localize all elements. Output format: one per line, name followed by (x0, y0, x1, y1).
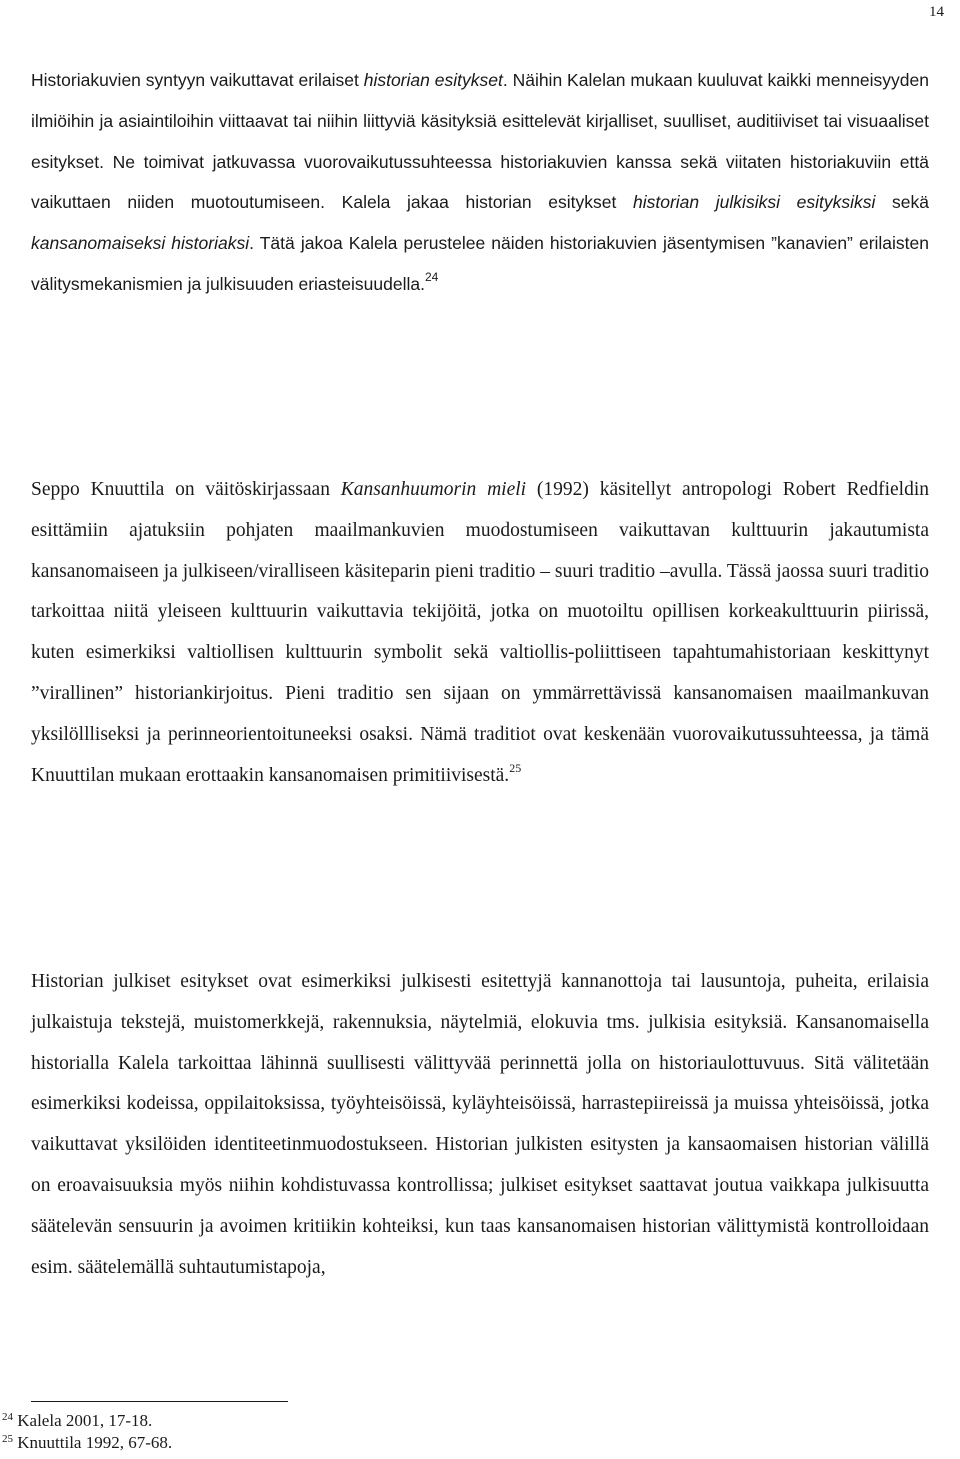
text-run: (1992) käsitellyt antropologi Robert Redfieldin esittämiin ajatuksiin pohjaten maailmankuvien muodostumiseen vaikuttavan kulttuurin jakautumista kansanomaiseen ja julkiseen/viralliseen käsiteparin pieni traditio – suuri traditio –avulla. Tässä jaossa suuri traditio tarkoittaa niitä yleiseen kulttuurin vaikuttavia tekijöitä, jotka on muotoiltu opillisen korkeakulttuurin piirissä, kuten esimerkiksi valtiollisen kulttuurin symbolit sekä valtiollis-poliittiseen tapahtumahistoriaan keskittynyt ”virallinen” historiankirjoitus. Pieni traditio sen sijaan on ymmärrettävissä kansanomaisen maailmankuvan yksilöllliseksi ja perinneorientoituneeksi osaksi. Nämä traditiot ovat keskenään vuorovaikutussuhteessa, ja tämä Knuuttilan mukaan erottaakin kansanomaisen primitiivisestä. (31, 479, 929, 786)
text-run: Seppo Knuuttila on väitöskirjassaan (31, 479, 341, 500)
page-number: 14 (929, 4, 944, 20)
text-run: sekä (875, 192, 930, 213)
footnote-text: Knuuttila 1992, 67-68. (17, 1433, 173, 1452)
paragraph-historian-esitykset (31, 60, 929, 305)
footnote (2, 1433, 172, 1453)
text-run: Historian julkiset esitykset ovat esimerkiksi julkisesti esitettyjä kannanottoja tai lausuntoja, puheita, erilaisia julkaistuja tekstejä, muistomerkkejä, rakennuksia, näytelmiä, elokuvia tms. julkisia esityksiä. Kansanomaisella historialla Kalela tarkoittaa lähinnä suullisesti välittyvää perinnettä jolla on historiaulottuvuus. Sitä välitetään esimerkiksi kodeissa, oppilaitoksissa, työyhteisöissä, kyläyhteisöissä, harrastepiireissä ja muissa yhteisöissä, jotka vaikuttavat yksilöiden identiteetinmuodostukseen. Historian julkisten esitysten ja kansaomaisen historian välillä on eroavaisuuksia myös niihin kohdistuvassa kontrollissa; julkiset esitykset saattavat joutua vaikkapa julkisuutta säätelevän sensuurin ja avoimen kritiikin kohteiksi, kun taas kansanomaisen historian välittymistä kontrolloidaan esim. säätelemällä suhtautumistapoja, (31, 971, 929, 1278)
footnote-reference: 25 (509, 760, 522, 775)
italic-term: kansanomaiseksi historiaksi (31, 233, 250, 254)
text-run: . Näihin Kalelan mukaan kuuluvat kaikki menneisyyden ilmiöihin ja asiaintiloihin viittaavat tai niihin liittyviä käsityksiä esittelevät kirjalliset, suulliset, auditiiviset tai visuaaliset esitykset. Ne toimivat jatkuvassa vuorovaikutussuhteessa historiakuvien kanssa sekä viitaten historiakuviin että vaikuttaen niiden muotoutumiseen. Kalela jakaa historian esitykset (31, 70, 929, 213)
footnote-mark: 24 (2, 1411, 13, 1423)
italic-title: Kansanhuumorin mieli (340, 479, 527, 500)
text-run: Historiakuvien syntyyn vaikuttavat erilaiset (31, 70, 364, 90)
footnote (2, 1411, 152, 1431)
footnote-separator (31, 1401, 288, 1402)
footnote-reference: 24 (424, 269, 439, 284)
italic-term: historian esitykset (363, 70, 503, 90)
footnote-mark: 25 (2, 1433, 13, 1445)
paragraph-knuuttila (31, 470, 929, 796)
footnote-text: Kalela 2001, 17-18. (17, 1411, 153, 1430)
italic-term: historian julkisiksi esityksiksi (633, 192, 876, 213)
text-run: . Tätä jakoa Kalela perustelee näiden historiakuvien jäsentymisen ”kanavien” erilaisten välitysmekanismien ja julkisuuden eriasteisuudella. (31, 233, 929, 294)
paragraph-julkiset-esitykset (31, 962, 929, 1288)
